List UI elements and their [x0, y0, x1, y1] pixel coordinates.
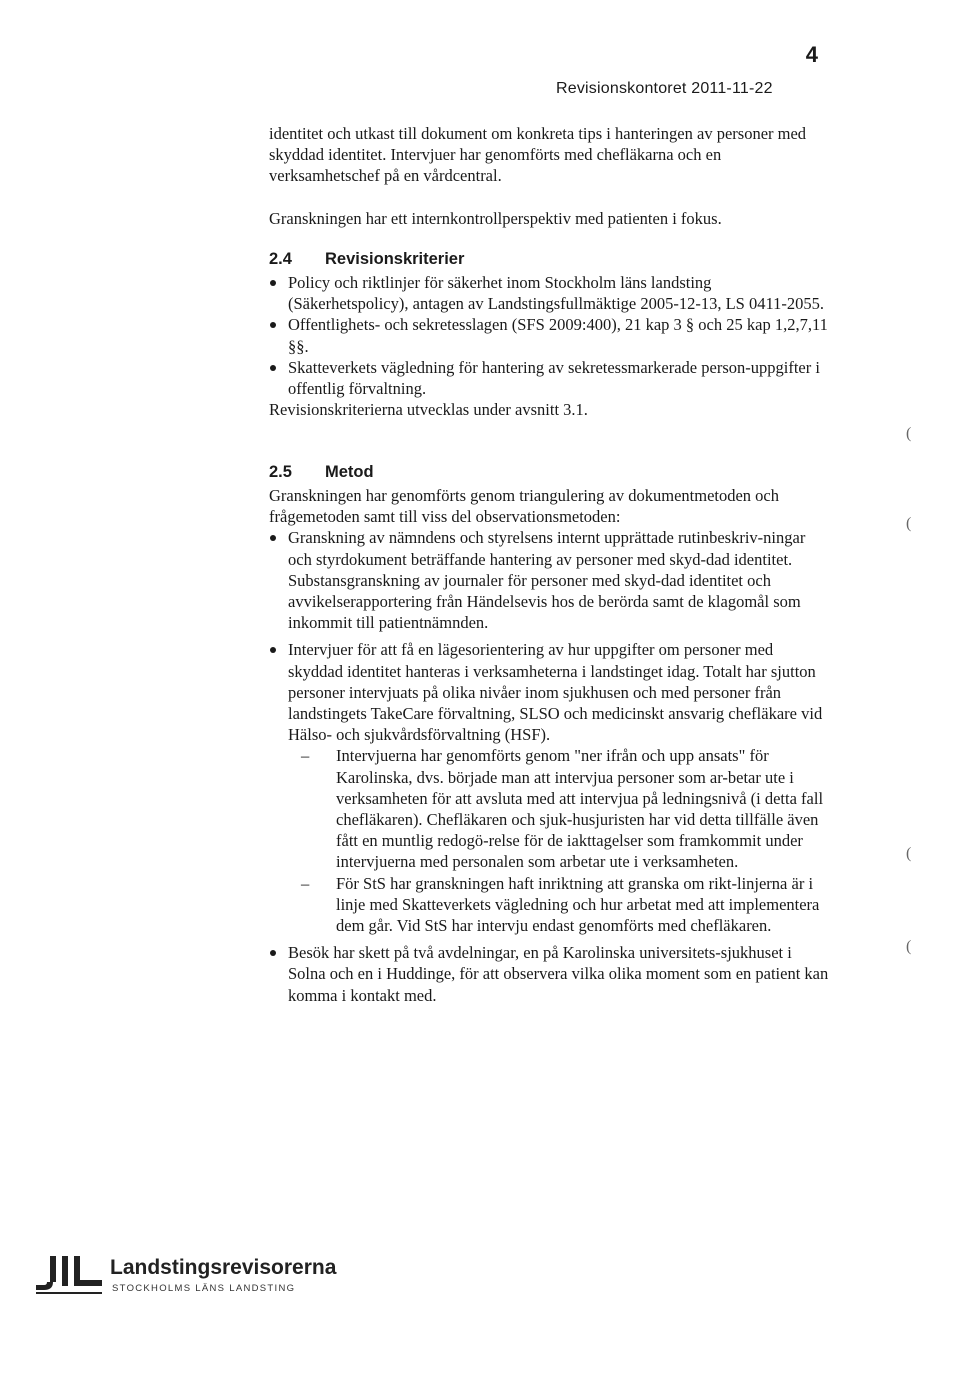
margin-mark: (	[906, 845, 912, 862]
interview-sublist	[269, 745, 829, 936]
footer-logo	[36, 1252, 356, 1300]
section-title: Revisionskriterier	[325, 250, 465, 268]
sublist-item: – Intervjuerna har genomförts genom "ner ifrån och upp ansats" för Karolinska, dvs. började man att intervjua personer som ar-betar ute i verksamheten för att avsluta med att intervjua på ledningsnivå (i detta fall chefläkaren). Chefläkaren och sjuk-husjuristen har vid detta tillfälle även fått en muntlig redogö-relse för de iakttagelser som framkommit under intervjuerna med personalen som arbetar ute i verksamheten.	[269, 745, 829, 872]
criteria-list	[269, 272, 829, 399]
section-number: 2.4	[269, 250, 292, 268]
intro-paragraph	[269, 123, 829, 187]
intro-text: identitet och utkast till dokument om konkreta tips i hanteringen av personer med skyddad identitet. Intervjuer har genomförts med chefläkarna och en verksamhetschef på en vårdcentral.	[269, 124, 807, 186]
logo-mark-icon	[36, 1252, 106, 1296]
section-heading-2-5	[269, 463, 374, 482]
intro-focus-text: Granskningen har ett internkontrollperspektiv med patienten i fokus.	[269, 209, 722, 228]
list-item: Skatteverkets vägledning för hantering av sekretessmarkerade person-uppgifter i offentlig förvaltning.	[269, 357, 829, 399]
criteria-closing: Revisionskriterierna utvecklas under avsnitt 3.1.	[269, 400, 588, 420]
section-title: Metod	[325, 463, 374, 481]
method-block	[269, 485, 829, 1006]
margin-mark: (	[906, 938, 912, 955]
margin-mark: (	[906, 425, 912, 442]
list-item	[269, 639, 829, 936]
list-item: Policy och riktlinjer för säkerhet inom Stockholm läns landsting (Säkerhetspolicy), antagen av Landstingsfullmäktige 2005-12-13, LS 0411-2055.	[269, 272, 829, 314]
header-org-date: Revisionskontoret 2011-11-22	[556, 80, 773, 97]
method-list	[269, 527, 829, 1005]
intro-paragraph-2	[269, 208, 829, 229]
page-number: 4	[805, 42, 818, 67]
logo-subtitle: STOCKHOLMS LÄNS LANDSTING	[112, 1283, 296, 1294]
method-intro: Granskningen har genomförts genom triangulering av dokumentmetoden och frågemetoden samt till viss del observationsmetoden:	[269, 486, 779, 527]
sublist-item: – För StS har granskningen haft inriktning att granska om rikt-linjerna är i linje med Skatteverkets vägledning och hur arbetat med att implementera dem går. Vid StS har intervju endast genomförts med chefläkaren.	[269, 873, 829, 937]
list-item: Besök har skett på två avdelningar, en på Karolinska universitets-sjukhuset i Solna och en i Huddinge, för att observera vilka olika moment som en patient kan komma i kontakt med.	[269, 942, 829, 1006]
list-item-text: Intervjuer för att få en lägesorientering av hur uppgifter om personer med skyddad identitet hanteras i verksamheterna i landstinget idag. Totalt har sjutton personer intervjuats på olika nivåer inom sjukhusen och med personer från landstingets TakeCare förvaltning, SLSO och medicinskt ansvarig chefläkare vid Hälso- och sjukvårdsförvaltning (HSF).	[288, 640, 823, 745]
logo-name: Landstingsrevisorerna	[110, 1256, 337, 1279]
list-item: Offentlighets- och sekretesslagen (SFS 2009:400), 21 kap 3 § och 25 kap 1,2,7,11 §§.	[269, 314, 829, 356]
list-item: Granskning av nämndens och styrelsens internt upprättade rutinbeskriv-ningar och styrdokument beträffande hantering av personer med skyd-dad identitet. Substansgranskning av journaler för personer med skyd-dad identitet och avvikelserapportering från Händelsevis hos de berörda samt de klagomål som inkommit till patientnämnden.	[269, 527, 829, 633]
section-number: 2.5	[269, 463, 292, 481]
section-heading-2-4	[269, 250, 464, 269]
criteria-list-block	[269, 272, 829, 420]
margin-mark: (	[906, 515, 912, 532]
